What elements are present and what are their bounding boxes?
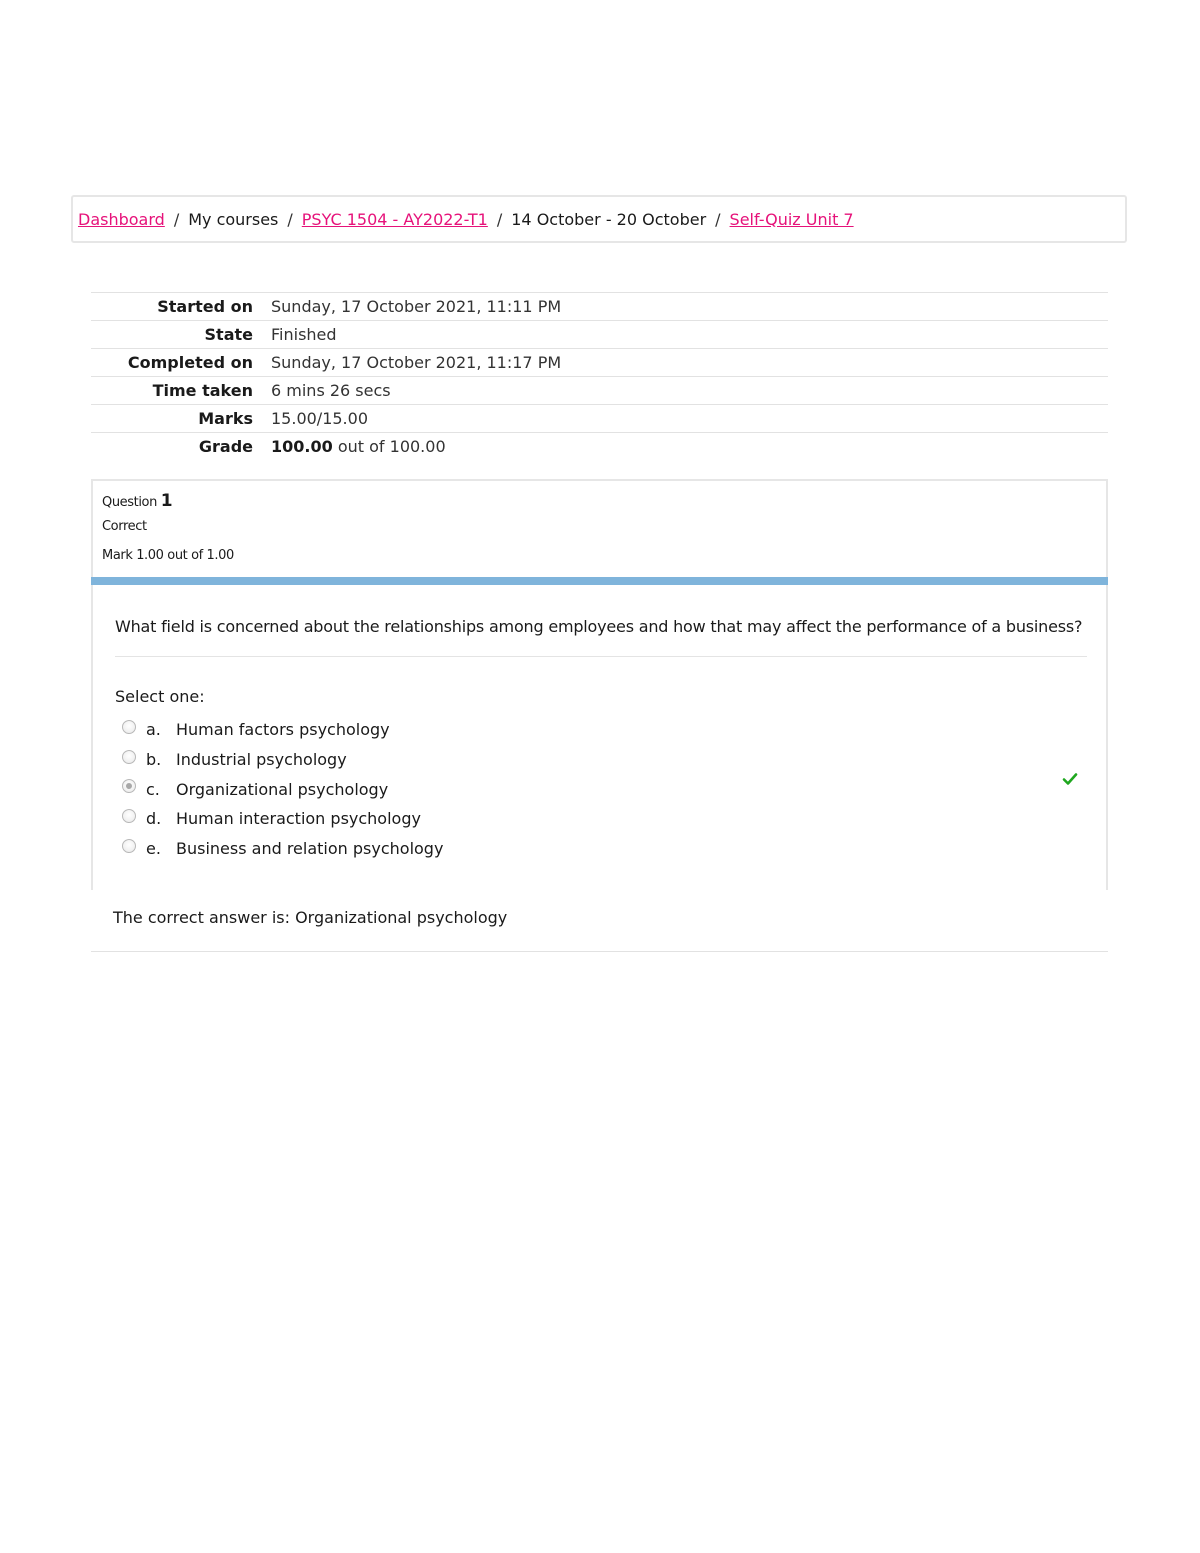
radio-button[interactable] bbox=[122, 809, 136, 823]
summary-row-completed-on bbox=[91, 349, 1108, 377]
grade-out-of: out of 100.00 bbox=[337, 437, 446, 457]
question-text: What field is concerned about the relationships among employees and how that may affect the performance of a business? bbox=[115, 617, 1083, 636]
answer-option[interactable] bbox=[122, 715, 443, 745]
summary-row-grade bbox=[91, 433, 1108, 461]
summary-row-state bbox=[91, 321, 1108, 349]
summary-label: Grade bbox=[198, 437, 253, 457]
option-letter: a. bbox=[146, 720, 161, 740]
summary-value bbox=[271, 433, 1108, 461]
question-content bbox=[91, 585, 1108, 890]
breadcrumb-my-courses: My courses bbox=[188, 209, 279, 229]
summary-label: State bbox=[204, 325, 253, 344]
option-label: Organizational psychology bbox=[176, 779, 389, 799]
radio-button-checked[interactable] bbox=[122, 779, 136, 793]
correct-answer-feedback: The correct answer is: Organizational psychology bbox=[113, 908, 508, 927]
breadcrumb-week: 14 October - 20 October bbox=[511, 209, 707, 229]
attempt-summary-table bbox=[91, 292, 1108, 461]
check-icon bbox=[1062, 771, 1078, 787]
option-letter: c. bbox=[146, 779, 160, 799]
summary-row-marks bbox=[91, 405, 1108, 433]
summary-label: Completed on bbox=[127, 353, 253, 372]
grade-score: 100.00 bbox=[271, 437, 333, 457]
answer-option-selected[interactable] bbox=[122, 774, 443, 804]
question-divider bbox=[115, 656, 1087, 657]
question-info-box bbox=[91, 479, 1108, 577]
option-label: Human interaction psychology bbox=[176, 809, 421, 829]
feedback-divider bbox=[91, 951, 1108, 952]
option-letter: d. bbox=[146, 809, 162, 829]
option-letter: b. bbox=[146, 750, 162, 770]
breadcrumb-separator: / bbox=[173, 209, 180, 229]
question-number-label: Question bbox=[102, 495, 157, 510]
radio-button[interactable] bbox=[122, 720, 136, 734]
question-status: Correct bbox=[102, 519, 147, 534]
breadcrumb-separator: / bbox=[287, 209, 293, 229]
summary-label: Marks bbox=[198, 409, 253, 428]
breadcrumb-dashboard-link[interactable]: Dashboard bbox=[78, 209, 165, 229]
question-number: 1 bbox=[160, 491, 173, 511]
summary-row-started-on bbox=[91, 293, 1108, 321]
summary-value: Sunday, 17 October 2021, 11:17 PM bbox=[271, 353, 562, 372]
summary-row-time-taken bbox=[91, 377, 1108, 405]
summary-label: Started on bbox=[157, 297, 253, 316]
summary-value: Sunday, 17 October 2021, 11:11 PM bbox=[271, 297, 562, 316]
radio-button[interactable] bbox=[122, 750, 136, 764]
question-mark: Mark 1.00 out of 1.00 bbox=[102, 548, 234, 563]
radio-button[interactable] bbox=[122, 839, 136, 853]
summary-label: Time taken bbox=[152, 381, 253, 400]
answer-options bbox=[122, 715, 443, 863]
option-label: Human factors psychology bbox=[176, 720, 390, 740]
option-label: Business and relation psychology bbox=[176, 839, 444, 859]
breadcrumb-course-link[interactable]: PSYC 1504 - AY2022-T1 bbox=[301, 209, 488, 229]
option-label: Industrial psychology bbox=[176, 750, 347, 770]
summary-value: 6 mins 26 secs bbox=[271, 381, 391, 400]
answer-option[interactable] bbox=[122, 745, 443, 775]
breadcrumb bbox=[71, 195, 1127, 243]
answer-option[interactable] bbox=[122, 834, 443, 864]
summary-value: 15.00/15.00 bbox=[271, 409, 368, 428]
breadcrumb-separator: / bbox=[496, 209, 503, 229]
answer-option[interactable] bbox=[122, 804, 443, 834]
breadcrumb-quiz-link[interactable]: Self-Quiz Unit 7 bbox=[729, 209, 854, 229]
summary-value: Finished bbox=[271, 325, 337, 344]
question-content-bar bbox=[91, 577, 1108, 585]
breadcrumb-separator: / bbox=[715, 209, 721, 229]
select-one-prompt: Select one: bbox=[115, 687, 205, 706]
option-letter: e. bbox=[146, 839, 161, 859]
